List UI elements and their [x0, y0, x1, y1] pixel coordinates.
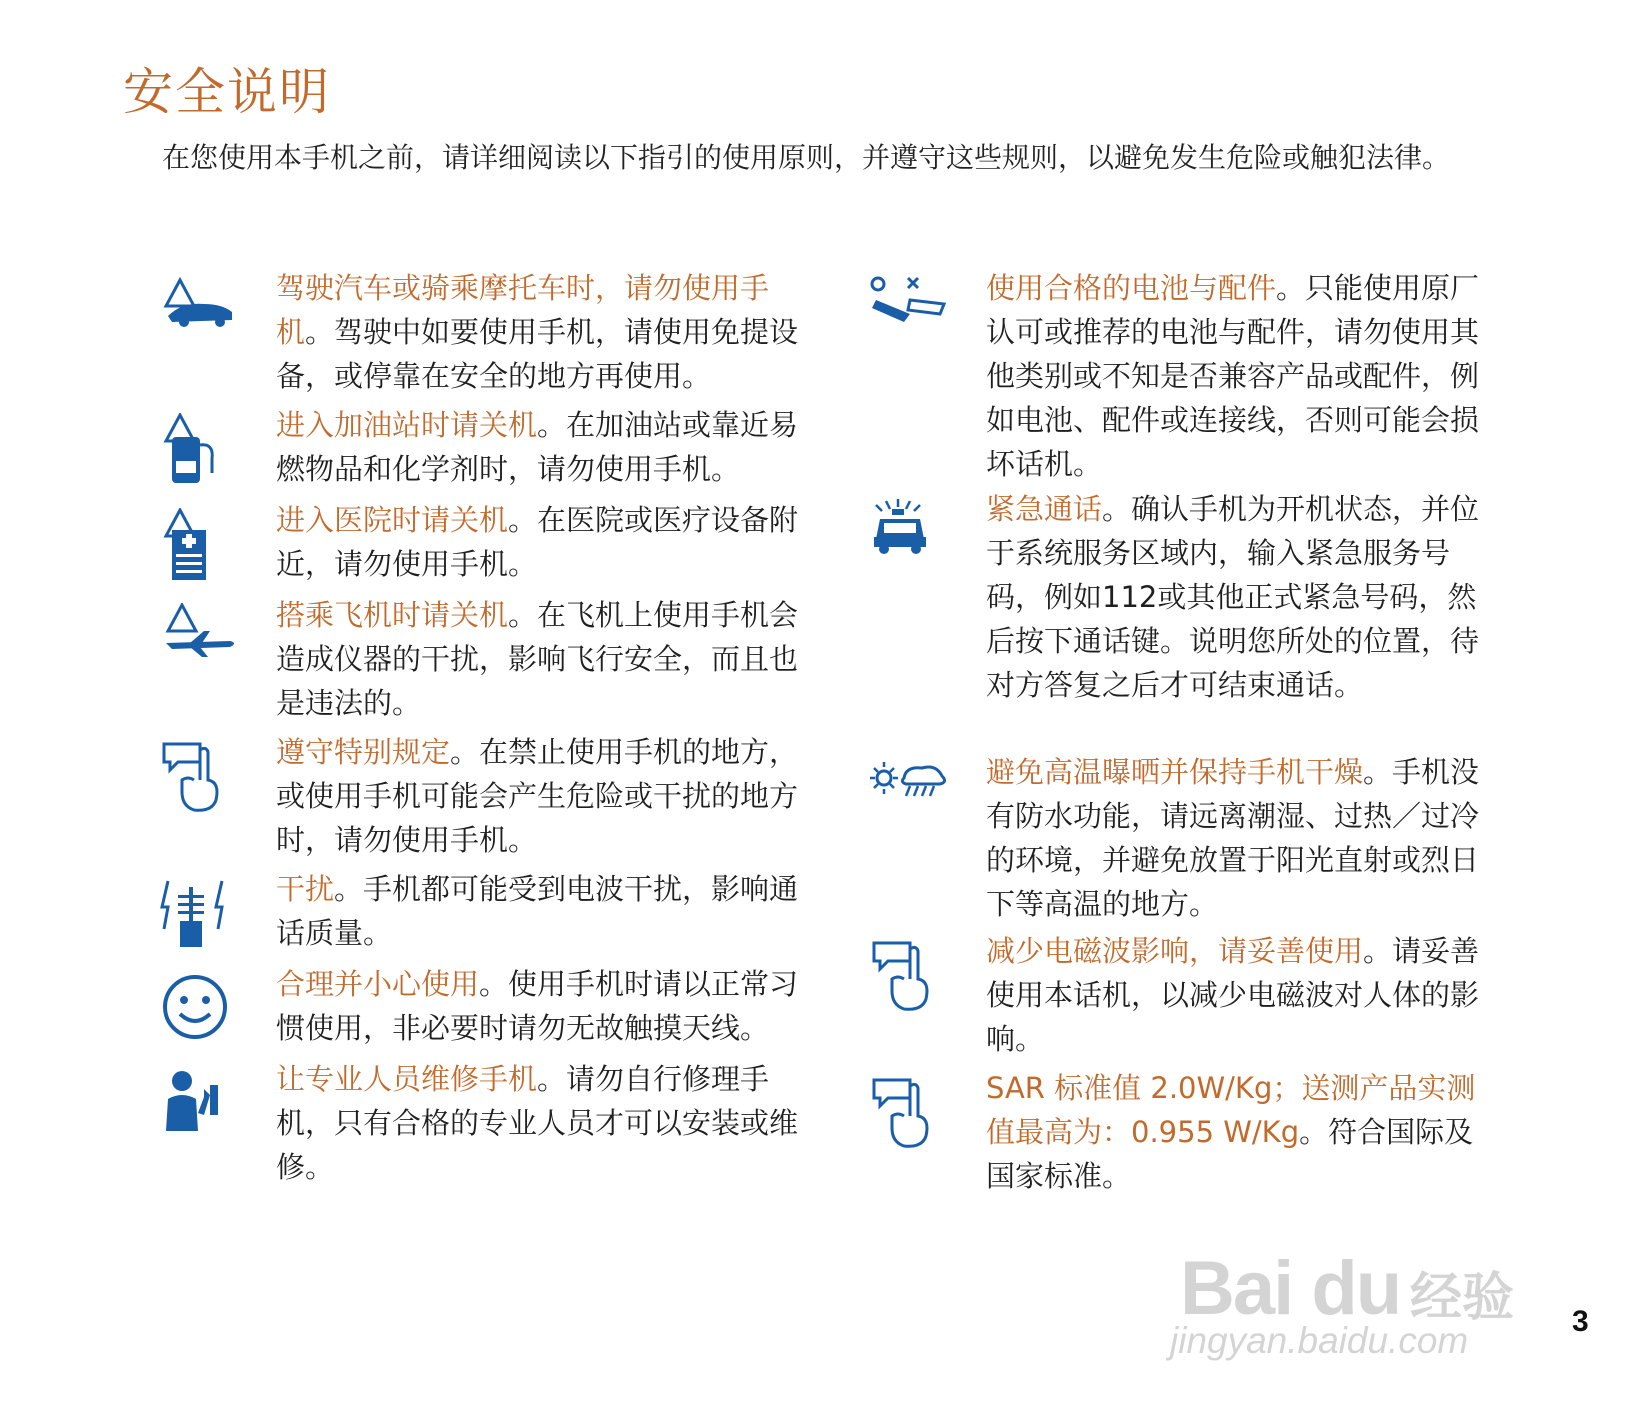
item-heading: 使用合格的电池与配件: [986, 271, 1277, 305]
list-item: [160, 498, 800, 593]
gas-pump-icon: [160, 403, 276, 488]
watermark-suffix: 经验: [1410, 1268, 1515, 1328]
item-heading: 减少电磁波影响，请妥善使用: [986, 934, 1364, 968]
left-column: [160, 266, 800, 1194]
watermark-url: jingyan.baidu.com: [1170, 1320, 1469, 1361]
list-item: [160, 593, 800, 730]
item-heading: 紧急通话: [986, 492, 1103, 526]
item-body: 。使用手机时请以正常习惯使用，非必要时请勿无故触摸天线。: [276, 967, 799, 1045]
car-icon: [160, 266, 276, 336]
item-body: 。在禁止使用手机的地方，或使用手机可能会产生危险或干扰的地方时，请勿使用手机。: [276, 735, 799, 857]
item-heading: 进入加油站时请关机: [276, 408, 538, 442]
item-body: 。请勿自行修理手机，只有合格的专业人员才可以安装或维修。: [276, 1062, 799, 1184]
item-heading: 进入医院时请关机: [276, 503, 509, 537]
sun-rain-icon: [870, 750, 986, 800]
technician-icon: [160, 1057, 276, 1137]
list-item: [870, 266, 1480, 487]
item-body: 。只能使用原厂认可或推荐的电池与配件，请勿使用其他类别或不知是否兼容产品或配件，例如电池、配件或连接线，否则可能会损坏话机。: [986, 271, 1480, 481]
list-item: [870, 1066, 1480, 1203]
airplane-icon: [160, 593, 276, 658]
item-body: 。手机都可能受到电波干扰，影响通话质量。: [276, 872, 799, 950]
item-body: 。在飞机上使用手机会造成仪器的干扰，影响飞行安全，而且也是违法的。: [276, 598, 799, 720]
interference-icon: [160, 867, 276, 952]
battery-accessories-icon: [870, 266, 986, 326]
item-body: 。驾驶中如要使用手机，请使用免提设备，或停靠在安全的地方再使用。: [276, 315, 799, 393]
item-heading: 搭乘飞机时请关机: [276, 598, 509, 632]
list-item: [870, 750, 1480, 929]
item-body: 。手机没有防水功能，请远离潮湿、过热／过冷的环境，并避免放置于阳光直射或烈日下等高温的地方。: [986, 755, 1480, 921]
list-item: [160, 730, 800, 867]
intro-text: 在您使用本手机之前，请详细阅读以下指引的使用原则，并遵守这些规则，以避免发生危险或触犯法律。: [162, 141, 1451, 174]
item-body: 。在医院或医疗设备附近，请勿使用手机。: [276, 503, 799, 581]
page-number: 3: [1572, 1305, 1589, 1338]
item-body: 。请妥善使用本话机，以减少电磁波对人体的影响。: [986, 934, 1480, 1056]
list-item: [160, 266, 800, 403]
list-item: [160, 867, 800, 962]
list-item: [870, 929, 1480, 1066]
item-heading: 让专业人员维修手机: [276, 1062, 538, 1096]
list-item: [160, 962, 800, 1057]
page-title: 安全说明: [123, 63, 331, 121]
baidu-watermark: [1170, 1195, 1540, 1360]
item-heading: 驾驶汽车或骑乘摩托车时，请勿使用手机: [276, 271, 770, 349]
police-car-icon: [870, 487, 986, 557]
item-heading: SAR 标准值 2.0W/Kg；送测产品实测值最高为：0.955 W/Kg: [986, 1071, 1476, 1149]
list-item: [870, 487, 1480, 750]
list-item: [160, 1057, 800, 1194]
item-heading: 避免高温曝晒并保持手机干燥: [986, 755, 1364, 789]
smiley-icon: [160, 962, 276, 1042]
hand-pointing-icon: [870, 929, 986, 1014]
list-item: [160, 403, 800, 498]
item-heading: 合理并小心使用: [276, 967, 480, 1001]
item-body: 。符合国际及国家标准。: [986, 1115, 1474, 1193]
item-body: 。在加油站或靠近易燃物品和化学剂时，请勿使用手机。: [276, 408, 799, 486]
hand-pointing-icon: [870, 1066, 986, 1151]
item-heading: 遵守特别规定: [276, 735, 451, 769]
hospital-icon: [160, 498, 276, 583]
hand-pointing-icon: [160, 730, 276, 815]
item-body: 。确认手机为开机状态，并位于系统服务区域内，输入紧急服务号码，例如112或其他正式紧急号码，然后按下通话键。说明您所处的位置，待对方答复之后才可结束通话。: [986, 492, 1480, 702]
item-heading: 干扰: [276, 872, 335, 906]
right-column: [870, 266, 1480, 1203]
watermark-logo: Bai du: [1180, 1246, 1401, 1331]
